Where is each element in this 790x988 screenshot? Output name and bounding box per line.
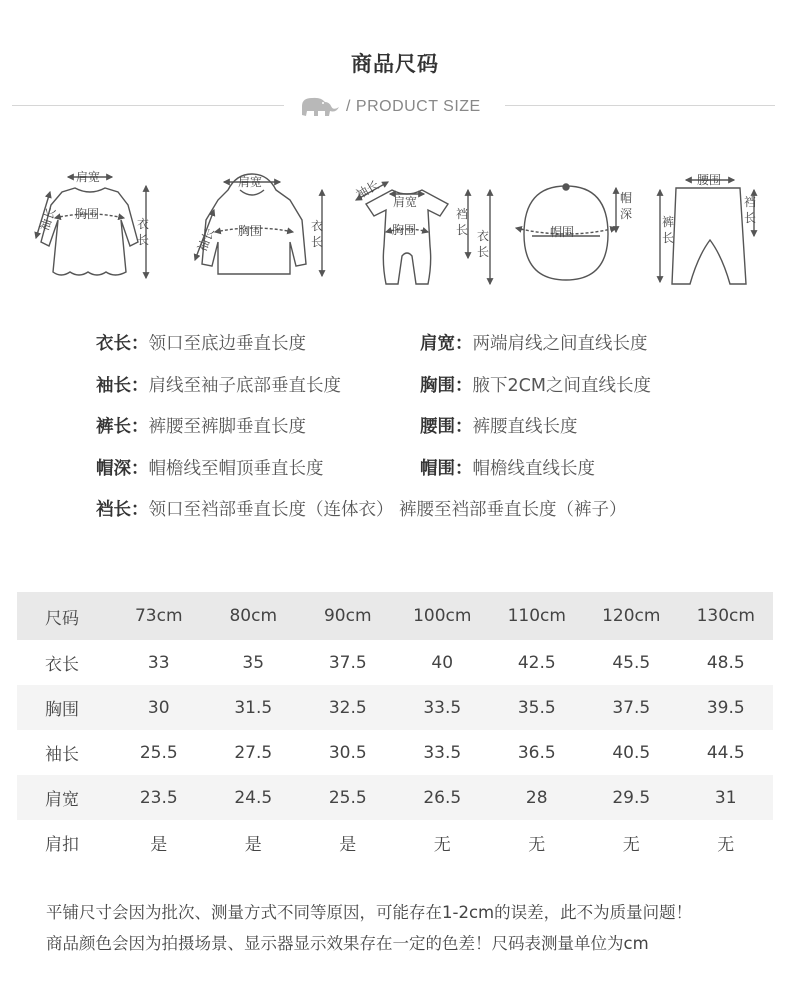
def-term: 衣长： (96, 334, 149, 354)
table-cell: 23.5 (112, 775, 207, 820)
svg-text:衣: 衣 (477, 229, 490, 243)
table-cell: 36.5 (517, 742, 556, 763)
definition-row (96, 330, 736, 372)
def-text: 肩线至袖子底部垂直长度 (148, 375, 341, 396)
svg-text:长: 长 (477, 245, 490, 259)
table-cell: 是 (150, 835, 168, 855)
def-text: 裤腰直线长度 (472, 417, 578, 437)
table-cell: 是 (244, 835, 262, 855)
svg-text:胸围: 胸围 (392, 223, 417, 237)
table-cell: 35.5 (490, 685, 585, 730)
table-cell: 31.5 (206, 685, 301, 730)
product-size-label: / PRODUCT SIZE (346, 98, 481, 115)
svg-text:胸围: 胸围 (75, 207, 100, 221)
column-header: 100cm (395, 592, 490, 640)
page-title: 商品尺码 (351, 52, 439, 76)
row-label: 肩扣 (45, 835, 79, 855)
table-cell: 40 (431, 652, 454, 673)
def-term: 腰围： (420, 417, 473, 437)
svg-text:腰围: 腰围 (697, 173, 722, 187)
table-row (17, 640, 773, 685)
table-cell: 37.5 (584, 685, 679, 730)
def-text: 领口至底边垂直长度 (148, 334, 306, 354)
romper-illustration (356, 182, 490, 284)
table-cell: 30 (112, 685, 207, 730)
column-header: 130cm (679, 592, 774, 640)
def-term: 帽围： (420, 458, 473, 479)
svg-text:长: 长 (311, 235, 324, 249)
footnote: 平铺尺寸会因为批次、测量方式不同等原因，可能存在1-2cm的误差，此不为质量问题！ (46, 903, 693, 922)
table-cell: 无 (433, 835, 451, 855)
svg-text:肩宽: 肩宽 (238, 175, 263, 189)
definition-row (96, 496, 736, 538)
column-header: 73cm (112, 592, 207, 640)
svg-text:衣: 衣 (311, 219, 324, 233)
table-row (17, 685, 773, 730)
def-term: 裆长： (96, 500, 149, 520)
pants-illustration (660, 180, 757, 284)
table-cell: 是 (339, 835, 357, 855)
table-cell: 40.5 (612, 742, 651, 763)
column-header: 尺码 (17, 592, 112, 640)
table-cell: 无 (622, 835, 640, 855)
def-text: 裤腰至裤脚垂直长度 (148, 417, 306, 437)
svg-text:长: 长 (662, 231, 675, 245)
svg-text:肩宽: 肩宽 (76, 170, 101, 184)
table-cell: 25.5 (139, 742, 178, 763)
table-cell: 30.5 (328, 742, 367, 763)
def-text: 领口至裆部垂直长度（连体衣） 裤腰至裆部垂直长度（裤子） (148, 500, 627, 520)
table-cell: 35 (242, 652, 265, 673)
row-label: 衣长 (45, 655, 79, 675)
def-term: 胸围： (420, 375, 473, 396)
measurement-illustrations (0, 160, 790, 300)
table-cell: 27.5 (234, 742, 273, 763)
table-cell: 28 (490, 775, 585, 820)
table-cell: 37.5 (328, 652, 367, 673)
elephant-icon (296, 94, 342, 120)
table-cell: 39.5 (679, 685, 774, 730)
table-cell: 31 (679, 775, 774, 820)
svg-text:长: 长 (137, 233, 150, 247)
row-label: 袖长 (45, 745, 79, 765)
def-text: 腋下2CM之间直线长度 (472, 375, 651, 396)
column-header: 110cm (490, 592, 585, 640)
svg-text:肩宽: 肩宽 (393, 195, 418, 209)
svg-text:帽围: 帽围 (550, 225, 575, 239)
table-cell: 33.5 (395, 685, 490, 730)
table-cell: 25.5 (301, 775, 396, 820)
def-text: 两端肩线之间直线长度 (472, 334, 648, 354)
row-label: 肩宽 (17, 775, 112, 820)
table-cell: 无 (717, 835, 735, 855)
table-cell: 33 (147, 652, 170, 673)
divider-left (12, 105, 284, 106)
svg-text:衣: 衣 (137, 217, 150, 231)
def-term: 袖长： (96, 375, 149, 396)
table-cell: 无 (528, 835, 546, 855)
def-term: 裤长： (96, 417, 149, 437)
svg-text:长: 长 (744, 211, 757, 225)
def-term: 帽深： (96, 458, 149, 479)
table-cell: 45.5 (612, 652, 651, 673)
column-header: 90cm (301, 592, 396, 640)
svg-text:袖长: 袖长 (195, 226, 218, 254)
def-text: 帽檐线至帽顶垂直长度 (148, 458, 324, 479)
column-header: 80cm (206, 592, 301, 640)
svg-text:袖长: 袖长 (353, 177, 382, 202)
footnote: 商品颜色会因为拍摄场景、显示器显示效果存在一定的色差！尺码表测量单位为cm (46, 934, 649, 953)
divider-right (505, 105, 775, 106)
table-cell: 29.5 (584, 775, 679, 820)
section-subtitle (296, 94, 481, 120)
row-label: 胸围 (17, 685, 112, 730)
svg-text:裆: 裆 (744, 195, 757, 209)
table-cell: 44.5 (706, 742, 745, 763)
table-cell: 26.5 (395, 775, 490, 820)
svg-text:裤: 裤 (662, 215, 675, 229)
table-cell: 42.5 (517, 652, 556, 673)
definition-row (96, 455, 736, 497)
svg-text:帽: 帽 (620, 191, 633, 205)
table-cell: 24.5 (206, 775, 301, 820)
svg-text:长: 长 (456, 223, 469, 237)
table-row (17, 820, 773, 865)
definition-row (96, 372, 736, 414)
def-term: 肩宽： (420, 334, 473, 354)
svg-text:袖长: 袖长 (37, 205, 59, 233)
table-header-row (17, 592, 773, 640)
size-table (17, 592, 773, 865)
definition-row (96, 413, 736, 455)
footnotes (46, 897, 692, 959)
def-text: 帽檐线直线长度 (472, 458, 595, 479)
table-row (17, 730, 773, 775)
table-cell: 48.5 (706, 652, 745, 673)
svg-text:深: 深 (620, 207, 633, 221)
dress-illustration (36, 177, 146, 278)
column-header: 120cm (584, 592, 679, 640)
table-cell: 32.5 (301, 685, 396, 730)
table-row (17, 775, 773, 820)
table-cell: 33.5 (423, 742, 462, 763)
svg-text:裆: 裆 (456, 207, 469, 221)
svg-text:胸围: 胸围 (238, 224, 263, 238)
definitions-list (96, 330, 736, 538)
